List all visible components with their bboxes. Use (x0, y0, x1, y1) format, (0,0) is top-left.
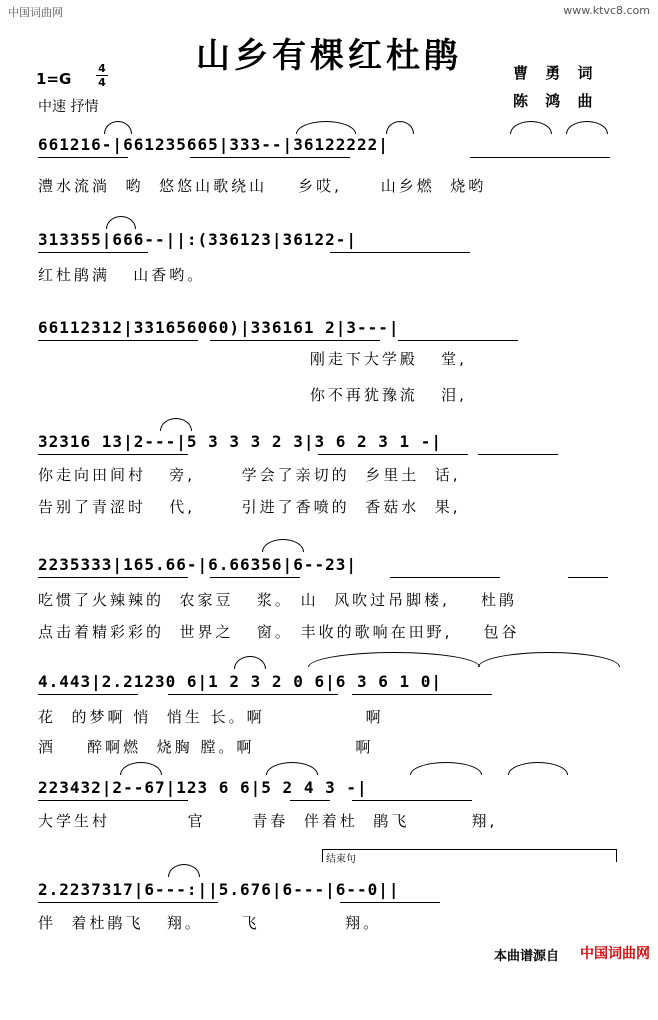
watermark-site-name: 中国词曲网 (8, 6, 63, 19)
source-credit: 本曲谱源自 (494, 949, 560, 964)
beam-line (38, 800, 188, 801)
beam-line (38, 252, 148, 253)
beam-line (390, 577, 500, 578)
notation-line: 2235333|165.66-|6.66356|6--23| (38, 555, 357, 574)
beam-line (352, 800, 472, 801)
lyric-line: 你走向田间村 旁, 学会了亲切的 乡里土 话, (38, 466, 461, 484)
lyric-line: 吃惯了火辣辣的 农家豆 浆。 山 风吹过吊脚楼, 杜鹃 (38, 591, 517, 609)
beam-line (38, 577, 188, 578)
lyric-line: 点击着精彩彩的 世界之 窗。 丰收的歌响在田野, 包谷 (38, 623, 520, 641)
meter-bottom: 4 (98, 76, 106, 89)
slur-mark (510, 121, 552, 134)
notation-line: 313355|666--||:(336123|36122-| (38, 230, 357, 249)
notation-line: 66112312|331656060)|336161 2|3---| (38, 318, 400, 337)
ending-phrase-label: 结束句 (322, 849, 617, 862)
beam-line (318, 454, 468, 455)
beam-line (38, 157, 128, 158)
key-signature: 1=G (36, 70, 72, 88)
lyric-line: 花 的梦啊 悄 悄生 长。啊 啊 (38, 708, 384, 726)
beam-line (568, 577, 608, 578)
lyric-line: 澧水流淌 哟 悠悠山歌绕山 乡哎, 山乡燃 烧哟 (38, 177, 487, 195)
beam-line (470, 157, 610, 158)
slur-mark (296, 121, 356, 134)
meter-top: 4 (98, 62, 106, 75)
lyric-line: 大学生村 官 青春 伴着杜 鹃飞 翔, (38, 812, 498, 830)
slur-mark (104, 121, 132, 134)
notation-line: 32316 13|2---|5 3 3 3 2 3|3 6 2 3 1 -| (38, 432, 443, 451)
lyric-line: 酒 醉啊燃 烧胸 膛。啊 啊 (38, 738, 374, 756)
beam-line (190, 157, 350, 158)
lyricist-credit: 曹 勇 词 (513, 64, 599, 82)
lyric-line: 告别了青涩时 代, 引进了香喷的 香菇水 果, (38, 498, 461, 516)
beam-line (290, 800, 330, 801)
score-row-4 (0, 432, 658, 572)
time-signature (94, 62, 110, 89)
beam-line (210, 340, 380, 341)
beam-line (478, 454, 558, 455)
notation-line: 223432|2--67|123 6 6|5 2 4 3 -| (38, 778, 368, 797)
tempo-marking: 中速 抒情 (38, 99, 99, 115)
beam-line (210, 577, 300, 578)
beam-line (330, 252, 470, 253)
notation-line: 661216-|661235665|333--|36122222| (38, 135, 389, 154)
notation-line: 2.2237317|6---:||5.676|6---|6--0|| (38, 880, 400, 899)
lyric-line: 伴 着杜鹃飞 翔。 飞 翔。 (38, 914, 382, 932)
slur-mark (566, 121, 608, 134)
beam-line (352, 694, 492, 695)
beam-line (38, 454, 188, 455)
beam-line (398, 340, 518, 341)
watermark-site-url: www.ktvc8.com (563, 4, 650, 17)
song-title: 山乡有棵红杜鹃 (196, 36, 462, 76)
lyric-line: 红杜鹃满 山香哟。 (38, 266, 206, 284)
beam-line (340, 902, 440, 903)
slur-mark (386, 121, 414, 134)
beam-line (38, 694, 138, 695)
composer-credit: 陈 鸿 曲 (513, 92, 599, 110)
beam-line (38, 902, 218, 903)
lyric-line: 你不再犹豫流 泪, (38, 386, 467, 404)
score-row-8 (0, 880, 658, 1020)
beam-line (168, 694, 338, 695)
notation-line: 4.443|2.21230 6|1 2 3 2 0 6|6 3 6 1 0| (38, 672, 443, 691)
source-brand: 中国词曲网 (580, 946, 650, 962)
lyric-line: 刚走下大学殿 堂, (38, 350, 467, 368)
beam-line (38, 340, 198, 341)
